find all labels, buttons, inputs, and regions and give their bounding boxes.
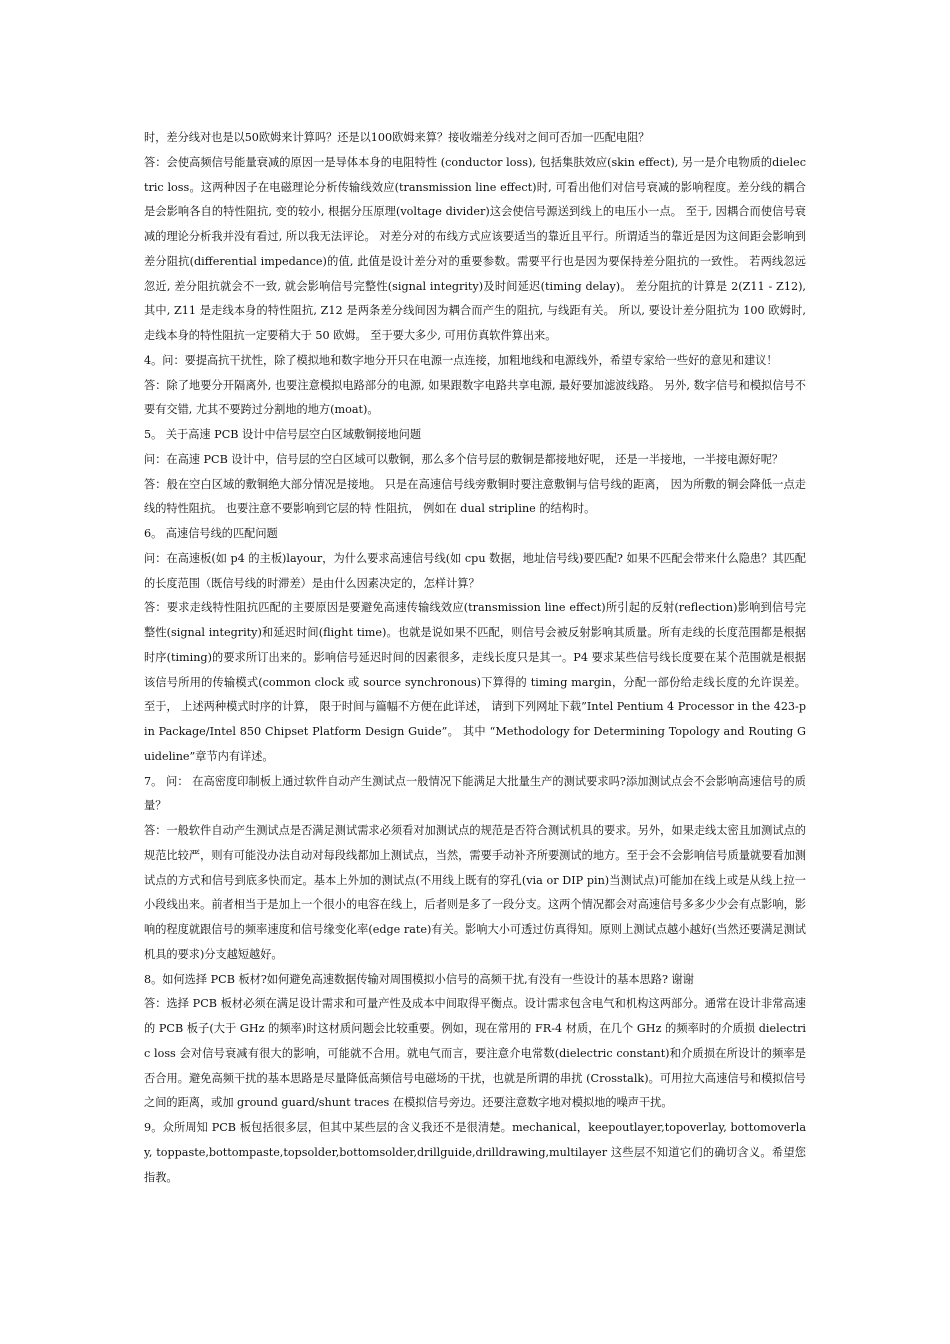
question-4: 4。问：要提高抗干扰性，除了模拟地和数字地分开只在电源一点连接，加粗地线和电源线外，希望专家给一些好的意见和建议！ <box>144 353 778 367</box>
answer-3: 答：会使高频信号能量衰减的原因一是导体本身的电阻特性 (conductor loss), 包括集肤效应(skin effect), 另一是介电物质的dielectric loss。这两种因子在电磁理论分析传输线效应(transmission line effect)时, 可看出他们对信号衰减的影响程度。差分线的耦合是会影响各自的特性阻抗, 变的较小, 根据分压原理(voltage divider)这会使信号源送到线上的电压小一点。 至于, 因耦合而使信号衰减的理论分析我并没有看过, 所以我无法评论。 对差分对的布线方式应该要适当的靠近且平行。所谓适当的靠近是因为这间距会影响到差分阻抗(differential impedance)的值, 此值是设计差分对的重要参数。需要平行也是因为要保持差分阻抗的一致性。 若两线忽远忽近, 差分阻抗就会不一致, 就会影响信号完整性(signal integrity)及时间延迟(timing delay)。 差分阻抗的计算是 2(Z11 - Z12), 其中, Z11 是走线本身的特性阻抗, Z12 是两条差分线间因为耦合而产生的阻抗, 与线距有关。 所以, 要设计差分阻抗为 100 欧姆时, 走线本身的特性阻抗一定要稍大于 50 欧姆。 至于要大多少, 可用仿真软件算出来。 <box>144 155 806 342</box>
answer-7: 答：一般软件自动产生测试点是否满足测试需求必须看对加测试点的规范是否符合测试机具的要求。另外，如果走线太密且加测试点的规范比较严，则有可能没办法自动对每段线都加上测试点，当然，需要手动补齐所要测试的地方。至于会不会影响信号质量就要看加测试点的方式和信号到底多快而定。基本上外加的测试点(不用线上既有的穿孔(via or DIP pin)当测试点)可能加在线上或是从线上拉一小段线出来。前者相当于是加上一个很小的电容在线上，后者则是多了一段分支。这两个情况都会对高速信号多多少少会有点影响，影响的程度就跟信号的频率速度和信号缘变化率(edge rate)有关。影响大小可透过仿真得知。原则上测试点越小越好(当然还要满足测试机具的要求)分支越短越好。 <box>144 824 806 961</box>
heading-6: 6。 高速信号线的匹配问题 <box>144 527 278 540</box>
question-6: 问：在高速板(如 p4 的主板)layour，为什么要求高速信号线(如 cpu 数据，地址信号线)要匹配? 如果不匹配会带来什么隐患？其匹配的长度范围（既信号线的时滞差）是由什么因素决定的，怎样计算？ <box>144 551 806 590</box>
paragraph-continuation: 时，差分线对也是以50欧姆来计算吗？还是以100欧姆来算？接收端差分线对之间可否加一匹配电阻？ <box>144 131 650 144</box>
question-5: 问：在高速 PCB 设计中，信号层的空白区域可以敷铜，那么多个信号层的敷铜是都接地好呢， 还是一半接地，一半接电源好呢？ <box>144 452 784 466</box>
answer-5: 答：般在空白区域的敷铜绝大部分情况是接地。 只是在高速信号线旁敷铜时要注意敷铜与信号线的距离， 因为所敷的铜会降低一点走线的特性阻抗。 也要注意不要影响到它层的特 性阻抗， 例如在 dual stripline 的结构时。 <box>144 477 806 516</box>
document-page <box>144 126 806 1190</box>
question-7: 7。 问： 在高密度印制板上通过软件自动产生测试点一般情况下能满足大批量生产的测试要求吗?添加测试点会不会影响高速信号的质量？ <box>144 774 806 813</box>
question-9: 9。众所周知 PCB 板包括很多层，但其中某些层的含义我还不是很清楚。mechanical，keepoutlayer,topoverlay, bottomoverlay, toppaste,bottompaste,topsolder,bottomsolder,drillguide,drilldrawing,multilayer 这些层不知道它们的确切含义。希望您指教。 <box>144 1121 806 1184</box>
heading-5: 5。 关于高速 PCB 设计中信号层空白区域敷铜接地问题 <box>144 428 422 441</box>
answer-4: 答：除了地要分开隔离外, 也要注意模拟电路部分的电源, 如果跟数字电路共享电源, 最好要加滤波线路。 另外, 数字信号和模拟信号不要有交错, 尤其不要跨过分割地的地方(moat)。 <box>144 378 806 417</box>
answer-8: 答：选择 PCB 板材必须在满足设计需求和可量产性及成本中间取得平衡点。设计需求包含电气和机构这两部分。通常在设计非常高速的 PCB 板子(大于 GHz 的频率)时这材质问题会比较重要。例如，现在常用的 FR-4 材质，在几个 GHz 的频率时的介质损 dielectric loss 会对信号衰减有很大的影响，可能就不合用。就电气而言，要注意介电常数(dielectric constant)和介质损在所设计的频率是否合用。避免高频干扰的基本思路是尽量降低高频信号电磁场的干扰，也就是所谓的串扰 (Crosstalk)。可用拉大高速信号和模拟信号之间的距离，或加 ground guard/shunt traces 在模拟信号旁边。还要注意数字地对模拟地的噪声干扰。 <box>144 997 806 1110</box>
question-8: 8。如何选择 PCB 板材?如何避免高速数据传输对周围模拟小信号的高频干扰,有没有一些设计的基本思路? 谢谢 <box>144 972 694 986</box>
answer-6: 答：要求走线特性阻抗匹配的主要原因是要避免高速传输线效应(transmission line effect)所引起的反射(reflection)影响到信号完整性(signal integrity)和延迟时间(flight time)。也就是说如果不匹配，则信号会被反射影响其质量。所有走线的长度范围都是根据时序(timing)的要求所订出来的。影响信号延迟时间的因素很多，走线长度只是其一。P4 要求某些信号线长度要在某个范围就是根据该信号所用的传输模式(common clock 或 source synchronous)下算得的 timing margin，分配一部份给走线长度的允许误差。 至于， 上述两种模式时序的计算， 限于时间与篇幅不方便在此详述， 请到下列网址下载”Intel Pentium 4 Processor in the 423-pin Package/Intel 850 Chipset Platform Design Guide”。 其中 “Methodology for Determining Topology and Routing Guideline”章节内有详述。 <box>144 601 806 763</box>
